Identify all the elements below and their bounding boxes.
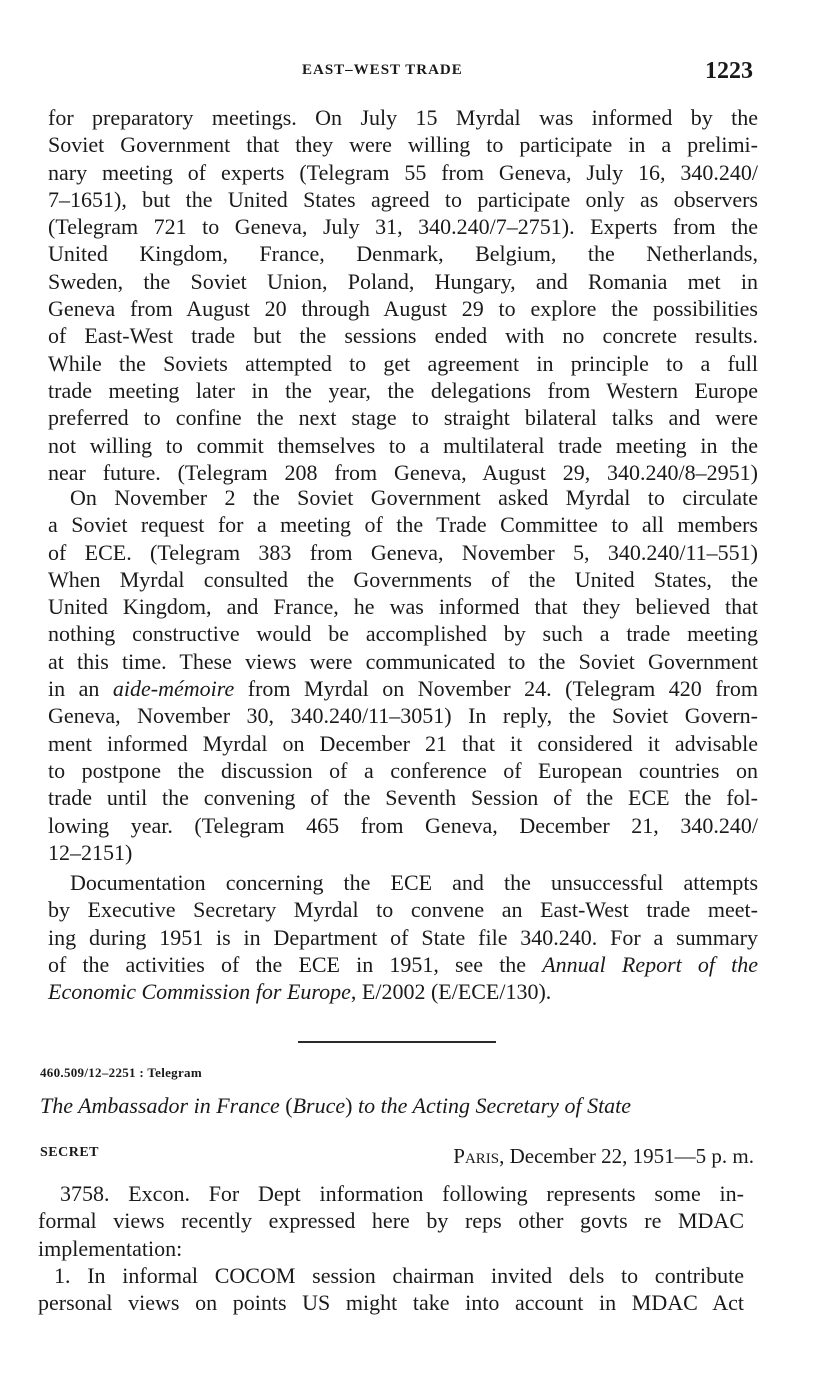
classification-label: SECRET [40,1145,100,1160]
text-line: near future. (Telegram 208 from Geneva, August 29, 340.240/8–2951) [48,459,758,485]
page-number: 1223 [705,58,753,84]
text-line: 12–2151) [48,839,133,865]
text-line: nary meeting of experts (Telegram 55 from Geneva, July 16, 340.240/ [48,159,758,185]
text-line-commission [48,978,758,1005]
text-line: of ECE. (Telegram 383 from Geneva, November 5, 340.240/11–551) [48,539,758,565]
italic-title: Economic Commission for Europe [48,979,351,1005]
dateline-city: Paris [453,1144,500,1168]
title-paren: ) [345,1093,353,1118]
text-run: of the activities of the ECE in 1951, see the [48,951,543,977]
text-line: trade until the convening of the Seventh Session of the ECE the fol- [48,785,758,811]
paragraph-continuation [48,104,758,486]
text-line: formal views recently expressed here by reps other govts re MDAC [38,1208,744,1234]
page-header [0,58,838,92]
text-line: nothing constructive would be accomplished by such a trade meeting [48,621,758,647]
text-line: by Executive Secretary Myrdal to convene an East-West trade meet- [48,897,758,923]
text-line: preferred to confine the next stage to straight bilateral talks and were [48,405,758,431]
dateline [453,1144,754,1169]
text-run: from Myrdal on November 24. (Telegram 420 from [234,676,758,702]
title-paren: ( [285,1093,293,1118]
section-divider [298,1041,496,1043]
text-line-aide-memoire [48,675,758,702]
file-reference: 460.509/12–2251 : Telegram [40,1065,202,1080]
dateline-date: , December 22, 1951—5 p. m. [499,1144,754,1168]
text-run: , E/2002 (E/ECE/130). [350,979,552,1005]
text-line: of East-West trade but the sessions ended with no concrete results. [48,323,758,349]
title-text: The Ambassador in France [40,1093,286,1118]
text-line: Sweden, the Soviet Union, Poland, Hungary, and Romania met in [48,268,758,294]
paragraph-soviet-request [48,484,758,866]
text-line: Documentation concerning the ECE and the unsuccessful attempts [70,870,758,895]
text-line: to postpone the discussion of a conference of European countries on [48,757,758,783]
text-line: United Kingdom, and France, he was informed that they believed that [48,594,758,620]
text-run: in an [48,676,113,702]
text-line: for preparatory meetings. On July 15 Myrdal was informed by the [48,105,758,130]
text-line: lowing year. (Telegram 465 from Geneva, December 21, 340.240/ [48,812,758,838]
text-line: While the Soviets attempted to get agreement in principle to a full [48,350,758,376]
text-line: Soviet Government that they were willing to participate in a prelimi- [48,132,758,158]
text-line: Geneva from August 20 through August 29 to explore the possibilities [48,296,758,322]
text-line: United Kingdom, France, Denmark, Belgium, the Netherlands, [48,241,758,267]
document-title [40,1093,752,1119]
text-line: (Telegram 721 to Geneva, July 31, 340.240/7–2751). Experts from the [48,214,758,240]
running-head: EAST–WEST TRADE [302,62,463,78]
text-line: 7–1651), but the United States agreed to participate only as observers [48,186,758,212]
text-line: not willing to commit themselves to a multilateral trade meeting in the [48,432,758,458]
text-line: 3758. Excon. For Dept information following represents some in- [60,1181,744,1206]
text-line: a Soviet request for a meeting of the Trade Committee to all members [48,512,758,538]
text-line: 1. In informal COCOM session chairman invited dels to contribute [54,1262,744,1288]
text-line: Geneva, November 30, 340.240/11–3051) In reply, the Soviet Govern- [48,703,758,729]
text-line-annual-report [48,951,758,978]
italic-title: Annual Report of the [542,951,758,977]
title-name: Bruce [292,1093,346,1118]
text-line: ing during 1951 is in Department of State file 340.240. For a summary [48,924,758,950]
text-line: On November 2 the Soviet Government asked Myrdal to circulate [70,485,758,510]
paragraph-documentation [48,869,758,1005]
text-line: ment informed Myrdal on December 21 that it considered it advisable [48,730,758,756]
title-text: to the Acting Secretary of State [352,1093,632,1118]
telegram-body [38,1180,744,1316]
text-line: When Myrdal consulted the Governments of the United States, the [48,566,758,592]
text-line: implementation: [38,1235,183,1261]
text-line: at this time. These views were communicated to the Soviet Government [48,648,758,674]
text-line: personal views on points US might take into account in MDAC Act [38,1290,744,1316]
italic-term: aide-mémoire [112,676,235,702]
text-line: trade meeting later in the year, the delegations from Western Europe [48,377,758,403]
